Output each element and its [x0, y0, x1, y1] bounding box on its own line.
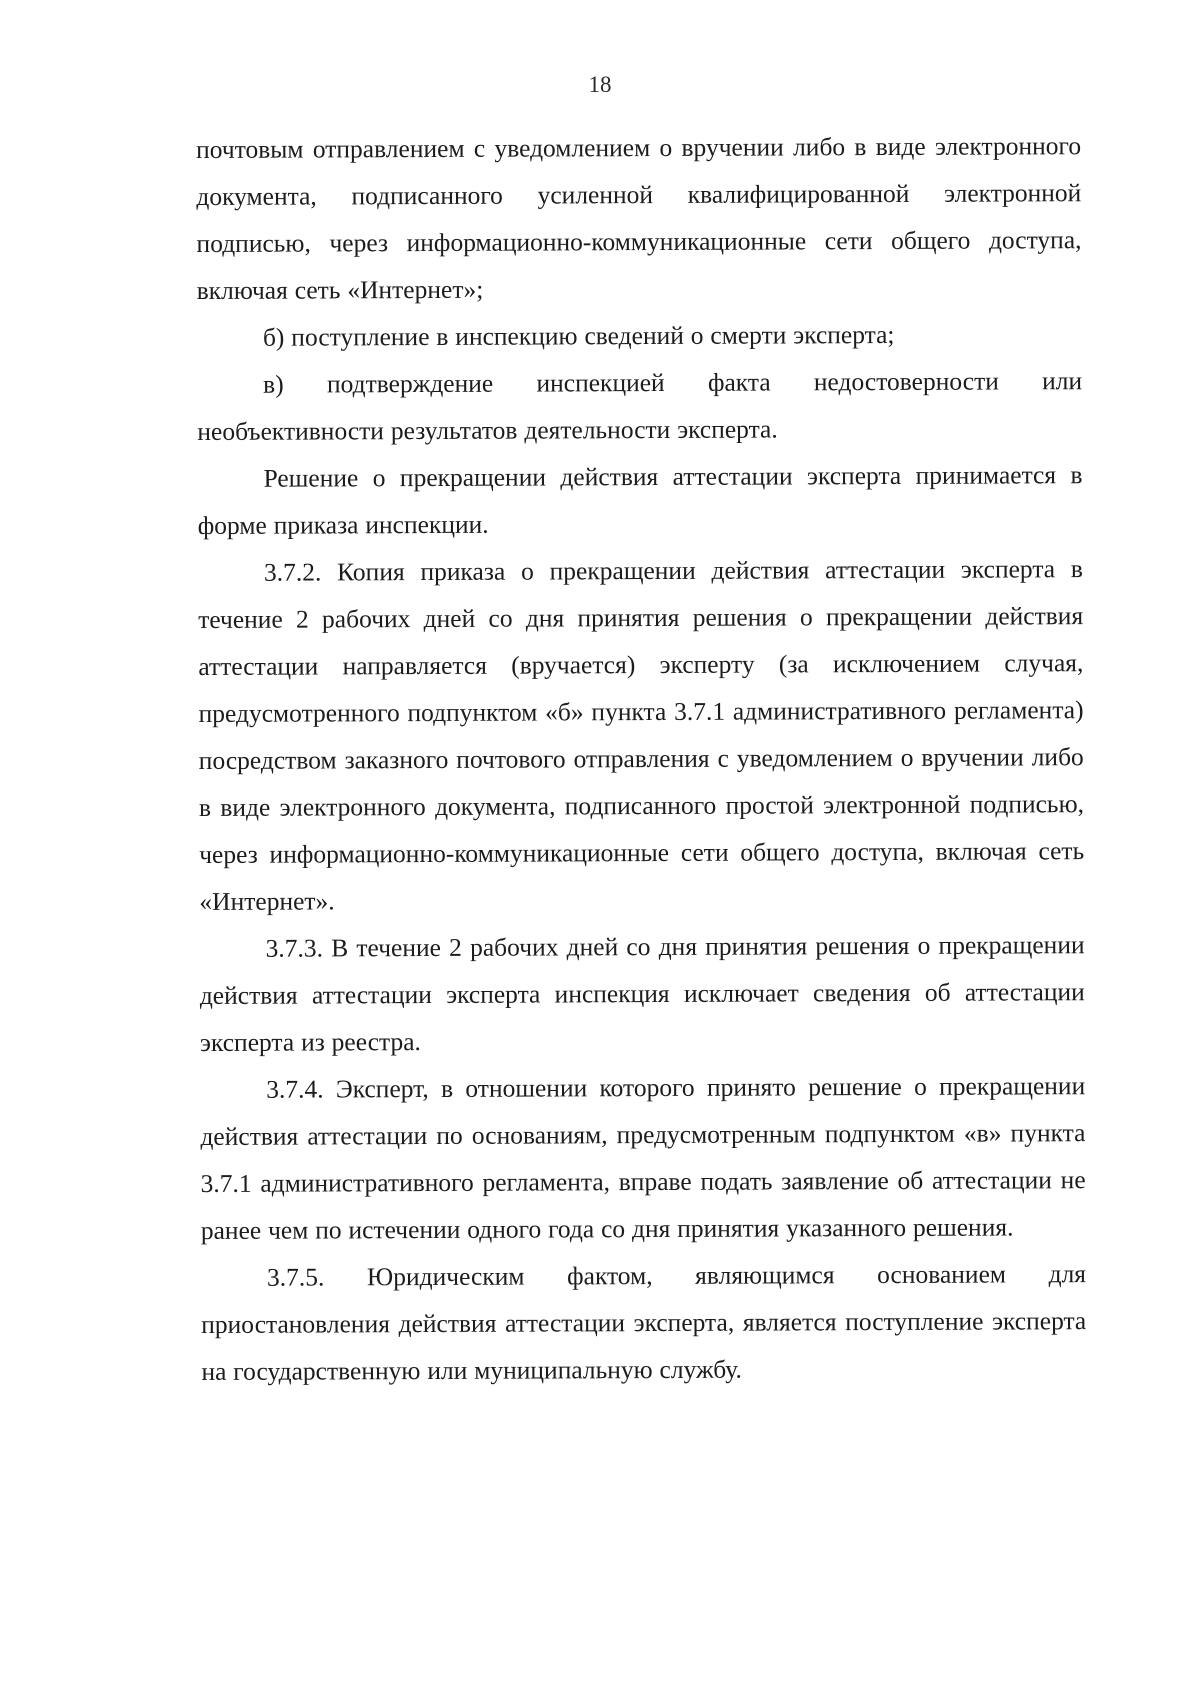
paragraph-decision: Решение о прекращении действия аттестации эксперта принимается в форме приказа инспекции.	[197, 460, 1083, 540]
paragraph-continuation: почтовым отправлением с уведомлением о вручении либо в виде электронного документа, подписанного усиленной квалифицированной электронной подписью, через информационно-коммуникационные сети общего доступа, включая сеть «Интернет»;	[196, 131, 1082, 305]
paragraph-item-v: в) подтверждение инспекцией факта недостоверности или необъективности результатов деятельности эксперта.	[197, 366, 1083, 446]
page-number: 18	[588, 72, 612, 97]
paragraph-3-7-2: 3.7.2. Копия приказа о прекращении действия аттестации эксперта в течение 2 рабочих дней со дня принятия решения о прекращении действия аттестации направляется (вручается) эксперту (за исключением случая, предусмотренного подпунктом «б» пункта 3.7.1 административного регламента) посредством заказного почтового отправления с уведомлением о вручении либо в виде электронного документа, подписанного простой электронной подписью, через информационно-коммуникационные сети общего доступа, включая сеть «Интернет».	[198, 554, 1085, 916]
paragraph-3-7-3: 3.7.3. В течение 2 рабочих дней со дня принятия решения о прекращении действия аттестации эксперта инспекция исключает сведения об аттестации эксперта из реестра.	[199, 930, 1085, 1057]
document-body	[196, 122, 1087, 1395]
paragraph-item-b: б) поступление в инспекцию сведений о смерти эксперта;	[262, 319, 895, 352]
paragraph-3-7-5: 3.7.5. Юридическим фактом, являющимся основанием для приостановления действия аттестации эксперта, является поступление эксперта на государственную или муниципальную службу.	[201, 1259, 1087, 1386]
paragraph-3-7-4: 3.7.4. Эксперт, в отношении которого принято решение о прекращении действия аттестации по основаниям, предусмотренным подпунктом «в» пункта 3.7.1 административного регламента, вправе подать заявление об аттестации не ранее чем по истечении одного года со дня принятия указанного решения.	[200, 1071, 1086, 1245]
